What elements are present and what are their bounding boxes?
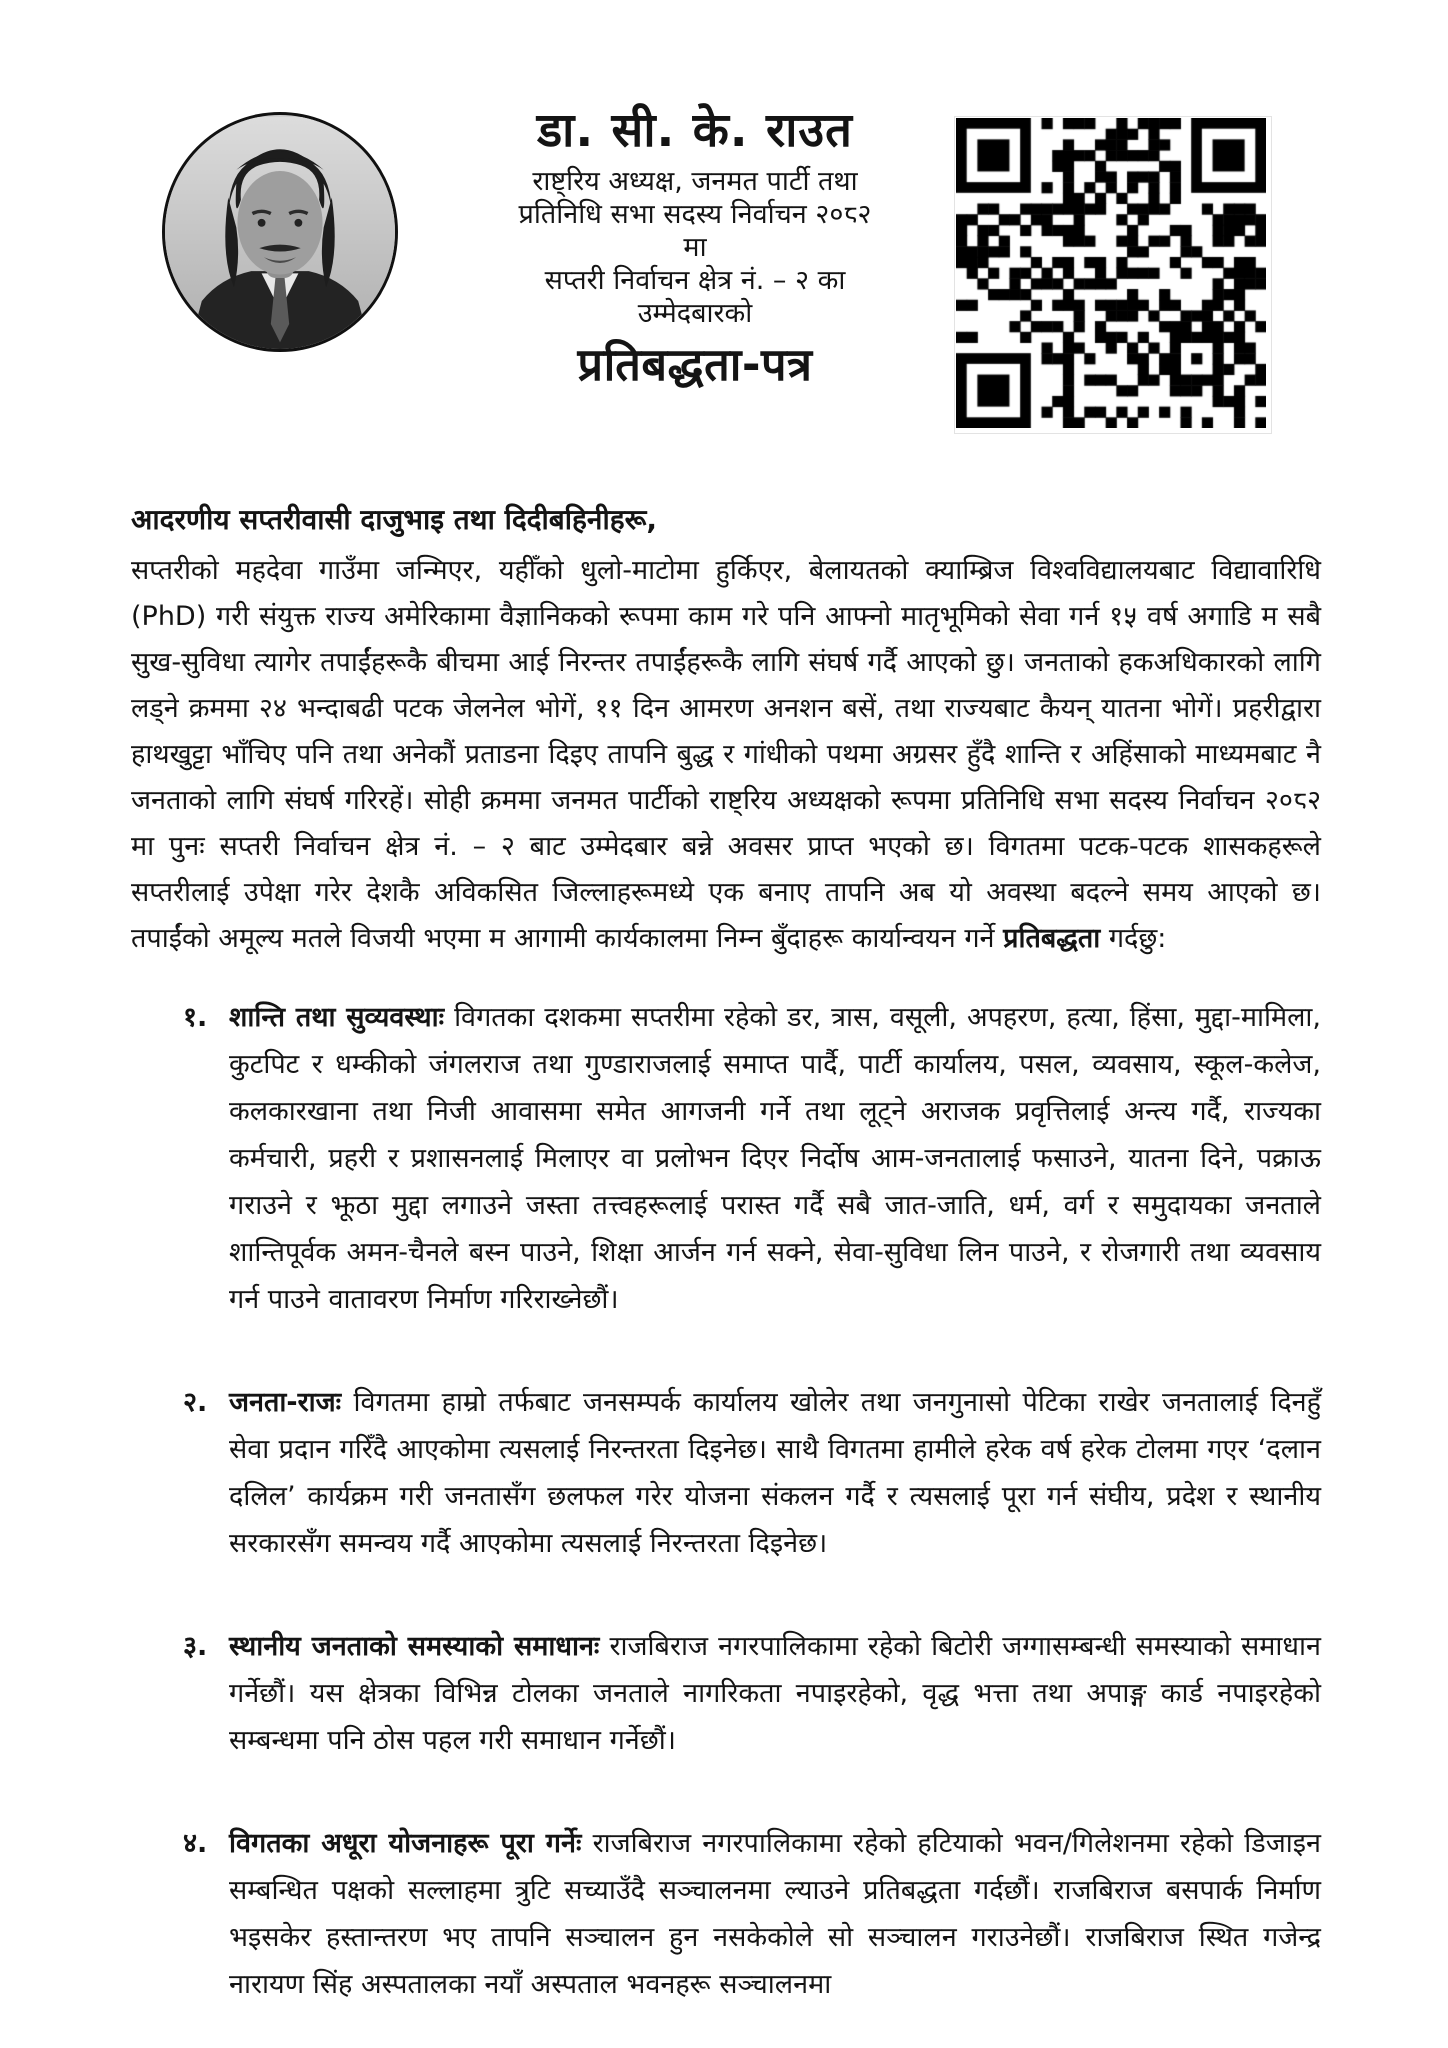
item-heading: विगतका अधूरा योजनाहरू पूरा गर्नेः (229, 1828, 582, 1859)
item-body: विगतमा हाम्रो तर्फबाट जनसम्पर्क कार्यालय खोलेर तथा जनगुनासो पेटिका राखेर जनतालाई दिनहुँ सेवा प्रदान गरिँदै आएकोमा त्यसलाई निरन्तरता दिइनेछ। साथै विगतमा हामीले हरेक वर्ष हरेक टोलमा गएर ‘दलान दलिल’ कार्यक्रम गरी जनतासँग छलफल गरेर योजना संकलन गर्दै र त्यसलाई पूरा गर्न संघीय, प्रदेश र स्थानीय सरकारसँग समन्वय गर्दै आएकोमा त्यसलाई निरन्तरता दिइनेछ। (229, 1387, 1321, 1559)
item-heading: जनता-राजः (229, 1387, 342, 1418)
header-title-block (415, 103, 975, 392)
item-body: विगतका दशकमा सप्तरीमा रहेको डर, त्रास, वसूली, अपहरण, हत्या, हिंसा, मुद्दा-मामिला, कुटपिट र धम्कीको जंगलराज तथा गुण्डाराजलाई समाप्त पार्दै, पार्टी कार्यालय, पसल, व्यवसाय, स्कूल-कलेज, कलकारखाना तथा निजी आवासमा समेत आगजनी गर्ने तथा लूट्ने अराजक प्रवृत्तिलाई अन्त्य गर्दै, राज्यका कर्मचारी, प्रहरी र प्रशासनलाई मिलाएर वा प्रलोभन दिएर निर्दोष आम-जनतालाई फसाउने, यातना दिने, पक्राऊ गराउने र झूठा मुद्दा लगाउने जस्ता तत्त्वहरूलाई परास्त गर्दै सबै जात-जाति, धर्म, वर्ग र समुदायका जनताले शान्तिपूर्वक अमन-चैनले बस्न पाउने, शिक्षा आर्जन गर्न सक्ने, सेवा-सुविधा लिन पाउने, र रोजगारी तथा व्यवसाय गर्न पाउने वातावरण निर्माण गरिराख्नेछौं। (229, 1002, 1321, 1315)
subtitle-line-candidate: उम्मेदबारको (637, 298, 753, 330)
intro-paragraph (131, 548, 1321, 962)
intro-text-after: गर्दछु: (1100, 923, 1167, 954)
candidate-portrait-illustration (165, 115, 395, 349)
subtitle-line-ma: मा (683, 232, 707, 264)
intro-text-before: सप्तरीको महदेवा गाउँमा जन्मिएर, यहीँको धुलो-माटोमा हुर्किएर, बेलायतको क्याम्ब्रिज विश्वविद्यालयबाट विद्यावारिधि (PhD) गरी संयुक्त राज्य अमेरिकामा वैज्ञानिकको रूपमा काम गरे पनि आफ्नो मातृभूमिको सेवा गर्न १५ वर्ष अगाडि म सबै सुख-सुविधा त्यागेर तपाईंहरूकै बीचमा आई निरन्तर तपाईंहरूकै लागि संघर्ष गर्दै आएको छु। जनताको हकअधिकारको लागि लड्ने क्रममा २४ भन्दाबढी पटक जेलनेल भोगें, ११ दिन आमरण अनशन बसें, तथा राज्यबाट कैयन् यातना भोगें। प्रहरीद्वारा हाथखुट्टा भाँचिए पनि तथा अनेकौं प्रताडना दिइए तापनि बुद्ध र गांधीको पथमा अग्रसर हुँदै शान्ति र अहिंसाको माध्यमबाट नै जनताको लागि संघर्ष गरिरहें। सोही क्रममा जनमत पार्टीको राष्ट्रिय अध्यक्षको रूपमा प्रतिनिधि सभा सदस्य निर्वाचन २०८२ मा पुनः सप्तरी निर्वाचन क्षेत्र नं. – २ बाट उम्मेदबार बन्ने अवसर प्राप्त भएको छ। विगतमा पटक-पटक शासकहरूले सप्तरीलाई उपेक्षा गरेर देशकै अविकसित जिल्लाहरूमध्ये एक बनाए तापनि अब यो अवस्था बदल्ने समय आएको छ। तपाईंको अमूल्य मतले विजयी भएमा म आगामी कार्यकालमा निम्न बुँदाहरू कार्यान्वयन गर्ने (131, 555, 1321, 954)
intro-bold-word: प्रतिबद्धता (1003, 923, 1101, 954)
item-number: ३. (183, 1631, 208, 1662)
item-heading: शान्ति तथा सुव्यवस्थाः (229, 1002, 445, 1033)
qr-code-canvas (956, 118, 1266, 428)
item-text (229, 994, 1321, 1323)
candidate-name: डा. सी. के. राउत (537, 103, 853, 158)
salutation: आदरणीय सप्तरीवासी दाजुभाइ तथा दिदीबहिनीहरू, (131, 503, 657, 536)
item-number: २. (183, 1387, 208, 1418)
document-title: प्रतिबद्धता-पत्र (577, 338, 813, 392)
item-text (229, 1379, 1321, 1567)
subtitle-line-election: प्रतिनिधि सभा सदस्य निर्वाचन २०८२ (518, 199, 872, 231)
qr-code (954, 116, 1272, 434)
item-number: ४. (183, 1828, 208, 1859)
commitment-item-2 (183, 1379, 1321, 1567)
letter-body (131, 500, 1321, 2008)
item-body: राजबिराज नगरपालिकामा रहेको हटियाको भवन/गिलेशनमा रहेको डिजाइन सम्बन्धित पक्षको सल्लाहमा त्रुटि सच्याउँदै सञ्चालनमा ल्याउने प्रतिबद्धता गर्दछौं। राजबिराज बसपार्क निर्माण भइसकेर हस्तान्तरण भए तापनि सञ्चालन हुन नसकेकोले सो सञ्चालन गराउनेछौं। राजबिराज स्थित गजेन्द्र नारायण सिंह अस्पतालका नयाँ अस्पताल भवनहरू सञ्चालनमा (229, 1828, 1322, 2000)
item-text (229, 1623, 1321, 1764)
commitment-list (183, 994, 1321, 2008)
item-text (229, 1820, 1321, 2008)
item-body: राजबिराज नगरपालिकामा रहेको बिटोरी जग्गासम्बन्धी समस्याको समाधान गर्नेछौं। यस क्षेत्रका विभिन्न टोलका जनताले नागरिकता नपाइरहेको, वृद्ध भत्ता तथा अपाङ्ग कार्ड नपाइरहेको सम्बन्धमा पनि ठोस पहल गरी समाधान गर्नेछौं। (229, 1631, 1321, 1756)
subtitle-line-constituency: सप्तरी निर्वाचन क्षेत्र नं. – २ का (544, 265, 846, 297)
commitment-item-4 (183, 1820, 1321, 2008)
subtitle-line-role: राष्ट्रिय अध्यक्ष, जनमत पार्टी तथा (532, 166, 858, 198)
item-number: १. (183, 1002, 208, 1033)
candidate-photo (162, 112, 398, 352)
commitment-item-3 (183, 1623, 1321, 1764)
commitment-item-1 (183, 994, 1321, 1323)
item-heading: स्थानीय जनताको समस्याको समाधानः (229, 1631, 600, 1662)
